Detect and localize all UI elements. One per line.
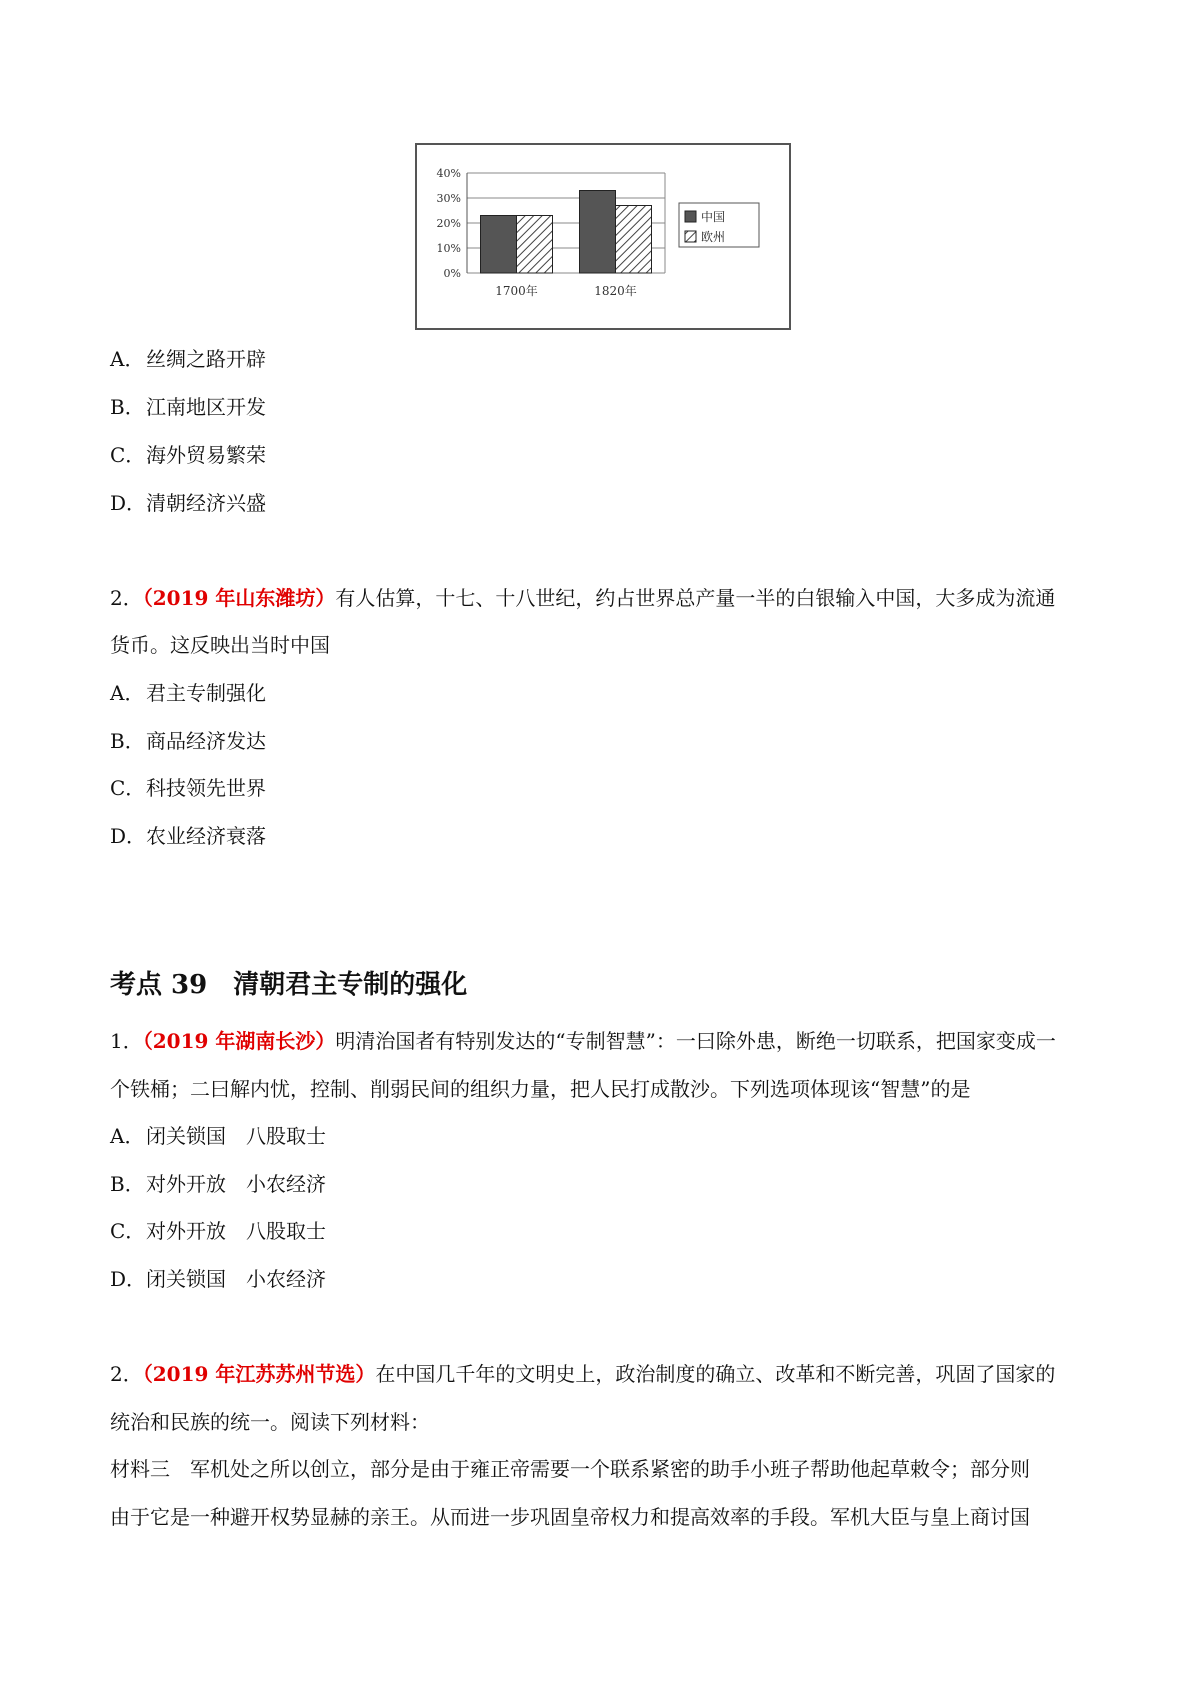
option-text: 海外贸易繁荣 [146, 443, 266, 467]
option-letter: A． [110, 1124, 145, 1148]
option-letter: B． [110, 729, 145, 753]
question-number: 1． [110, 1029, 143, 1053]
y-tick-label: 40% [436, 167, 461, 180]
option-c [110, 1219, 326, 1243]
legend-swatch [685, 231, 696, 242]
y-tick-label: 0% [443, 267, 461, 280]
option-letter: C． [110, 776, 146, 800]
bar [580, 191, 616, 274]
y-tick-label: 10% [436, 242, 461, 255]
material-line1: 材料三 军机处之所以创立，部分是由于雍正帝需要一个联系紧密的助手小班子帮助他起草敕令；部分则 [110, 1457, 1030, 1481]
option-letter: C． [110, 1219, 146, 1243]
option-d [110, 1267, 326, 1291]
section-title: 考点 39 清朝君主专制的强化 [110, 970, 468, 1000]
option-text: 丝绸之路开辟 [146, 347, 266, 371]
question-stem: 统治和民族的统一。阅读下列材料： [110, 1410, 430, 1434]
option-text: 商品经济发达 [146, 729, 266, 753]
option-text: 农业经济衰落 [146, 824, 266, 848]
x-tick-label: 1820年 [594, 284, 637, 298]
option-a [110, 347, 266, 371]
option-text: 对外开放 八股取士 [146, 1219, 326, 1243]
question-1-line2 [110, 1077, 970, 1101]
question-number: 2． [110, 1362, 143, 1386]
option-text: 清朝经济兴盛 [146, 491, 266, 515]
question-source: （2019 年湖南长沙） [142, 1029, 336, 1053]
option-b [110, 729, 266, 753]
option-letter: A． [110, 347, 145, 371]
option-text: 江南地区开发 [146, 395, 266, 419]
option-d [110, 491, 266, 515]
legend-swatch [685, 211, 696, 222]
option-c [110, 443, 266, 467]
option-letter: B． [110, 395, 145, 419]
option-letter: C． [110, 443, 146, 467]
question-stem: 在中国几千年的文明史上，政治制度的确立、改革和不断完善，巩固了国家的 [375, 1362, 1056, 1386]
question-2-line2 [110, 1410, 430, 1434]
y-tick-label: 20% [436, 217, 461, 230]
chart-svg [417, 145, 789, 328]
option-letter: A． [110, 681, 145, 705]
option-text: 闭关锁国 八股取士 [146, 1124, 326, 1148]
question-stem: 有人估算，十七、十八世纪，约占世界总产量一半的白银输入中国，大多成为流通 [335, 586, 1056, 610]
question-stem: 个铁桶；二曰解内忧，控制、削弱民间的组织力量，把人民打成散沙。下列选项体现该“智慧”的是 [110, 1077, 971, 1101]
bar [481, 216, 517, 274]
question-1-line1 [110, 1029, 1056, 1053]
option-text: 闭关锁国 小农经济 [146, 1267, 326, 1291]
question-number: 2． [110, 586, 143, 610]
option-a [110, 1124, 326, 1148]
option-b [110, 395, 266, 419]
question-2-line1 [110, 586, 1055, 610]
option-letter: D． [110, 491, 147, 515]
option-d [110, 824, 266, 848]
option-letter: B． [110, 1172, 145, 1196]
question-stem: 明清治国者有特别发达的“专制智慧”：一曰除外患，断绝一切联系，把国家变成一 [335, 1029, 1056, 1053]
legend-label: 中国 [701, 210, 726, 224]
question-stem: 货币。这反映出当时中国 [110, 633, 330, 657]
y-tick-label: 30% [436, 192, 461, 205]
option-letter: D． [110, 1267, 147, 1291]
question-2-line1 [110, 1362, 1055, 1386]
option-letter: D． [110, 824, 147, 848]
option-b [110, 1172, 326, 1196]
option-text: 君主专制强化 [146, 681, 266, 705]
option-c [110, 776, 266, 800]
material-line2: 由于它是一种避开权势显赫的亲王。从而进一步巩固皇帝权力和提高效率的手段。军机大臣与皇上商讨国 [110, 1505, 1030, 1529]
option-text: 对外开放 小农经济 [146, 1172, 326, 1196]
question-2-line2 [110, 633, 330, 657]
question-source: （2019 年山东潍坊） [142, 586, 336, 610]
option-text: 科技领先世界 [146, 776, 266, 800]
bar [517, 216, 553, 274]
x-tick-label: 1700年 [495, 284, 538, 298]
question-source: （2019 年江苏苏州节选） [142, 1362, 376, 1386]
option-a [110, 681, 266, 705]
bar [616, 206, 652, 274]
bar-chart [415, 143, 791, 330]
legend-label: 欧州 [701, 230, 726, 244]
